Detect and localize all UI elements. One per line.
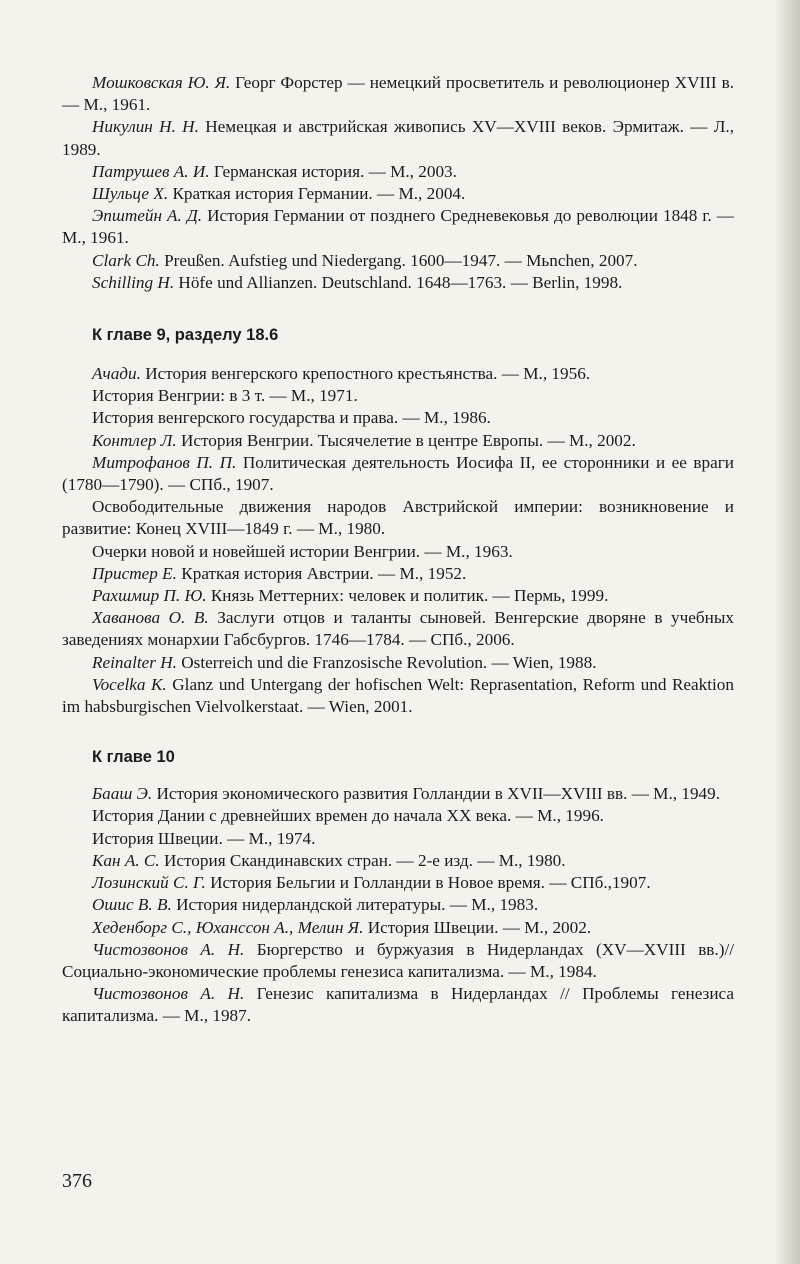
bibliography-entry (62, 983, 734, 1027)
bibliography-entry (62, 939, 734, 983)
page-spine-shadow (774, 0, 800, 1264)
bibliography-entry (62, 161, 734, 183)
entry-text: Краткая история Германии. — М., 2004. (168, 184, 466, 204)
entry-author: Кан А. С. (92, 850, 160, 870)
bibliography-entry (62, 850, 734, 872)
entry-author: Хаванова О. В. (92, 608, 209, 628)
bibliography-entry (62, 872, 734, 894)
bibliography-entry (62, 674, 734, 718)
entry-text: История Дании с древнейших времен до начала XX века. — М., 1996. (92, 806, 604, 826)
entry-text: История экономического развития Голландии в XVII—XVIII вв. — М., 1949. (152, 784, 721, 804)
entry-text: История Бельгии и Голландии в Новое время. — СПб.,1907. (205, 873, 651, 893)
bibliography-entry (62, 205, 734, 249)
entry-text: История венгерского крепостного крестьянства. — М., 1956. (140, 364, 591, 384)
bibliography-entry (62, 917, 734, 939)
entry-author: Vocelka K. (92, 674, 167, 694)
bibliography-entry (62, 828, 734, 850)
entry-author: Ачади. (92, 364, 141, 384)
entry-author: Контлер Л. (92, 430, 177, 450)
entry-author: Schilling H. (92, 272, 175, 292)
entry-text: История Швеции. — М., 1974. (92, 828, 316, 848)
entry-author: Чистозвонов А. Н. (92, 939, 245, 959)
entry-text: Заслуги отцов и таланты сыновей. Венгерские дворяне в учебных заведениях монархии Габсбургов. 1746—1784. — СПб., 2006. (62, 608, 734, 650)
entry-text: Политическая деятельность Иосифа II, ее сторонники и ее враги (1780—1790). — СПб., 1907. (62, 452, 734, 495)
entry-text: Германская история. — М., 2003. (209, 161, 457, 181)
bibliography-entry (62, 183, 734, 205)
entry-author: Эпштейн А. Д. (92, 206, 203, 226)
entry-author: Рахшмир П. Ю. (92, 586, 207, 606)
entry-author: Хеденборг С., Юханссон А., Мелин Я. (92, 917, 364, 937)
entry-author: Чистозвонов А. Н. (92, 984, 245, 1004)
entry-text: Очерки новой и новейшей истории Венгрии. — М., 1963. (92, 541, 513, 561)
bibliography-entry (62, 116, 734, 160)
bibliography-page (62, 72, 734, 1028)
entry-text: История Венгрии: в 3 т. — М., 1971. (92, 386, 358, 406)
entry-author: Reinalter H. (92, 652, 177, 672)
entry-text: История Скандинавских стран. — 2-е изд. — М., 1980. (159, 850, 566, 870)
entry-author: Бааш Э. (92, 784, 153, 804)
entry-author: Clark Ch. (92, 250, 160, 270)
bibliography-entry (62, 585, 734, 607)
entry-text: Preußen. Aufstieg und Niedergang. 1600—1947. — Mьnchen, 2007. (159, 250, 638, 270)
entry-author: Шульце Х. (92, 184, 169, 204)
bibliography-entry (62, 430, 734, 452)
bibliography-entry (62, 250, 734, 272)
entry-text: Георг Форстер — немецкий просветитель и революционер XVIII в. — М., 1961. (62, 73, 734, 115)
bibliography-entry (62, 563, 734, 585)
entry-text: История Швеции. — М., 2002. (363, 917, 592, 937)
bibliography-entry (62, 805, 734, 827)
bibliography-entry (62, 607, 734, 651)
section-heading-chapter-10: К главе 10 (92, 748, 175, 767)
bibliography-entry (62, 541, 734, 563)
entry-author: Пристер Е. (92, 563, 177, 583)
bibliography-entry (62, 363, 734, 385)
entry-text: История венгерского государства и права. — М., 1986. (92, 408, 491, 428)
entry-text: Генезис капитализма в Нидерландах // Проблемы генезиса капитализма. — М., 1987. (62, 984, 734, 1026)
page-number: 376 (62, 1170, 92, 1192)
bibliography-entry (62, 407, 734, 429)
bibliography-entry (62, 894, 734, 916)
entry-text: Höfe und Allianzen. Deutschland. 1648—1763. — Berlin, 1998. (174, 272, 623, 292)
bibliography-entry (62, 652, 734, 674)
bibliography-entry (62, 385, 734, 407)
entry-author: Патрушев А. И. (92, 161, 210, 181)
entry-author: Лозинский С. Г. (92, 873, 206, 893)
entry-author: Никулин Н. Н. (92, 117, 199, 137)
entry-author: Митрофанов П. П. (92, 452, 237, 472)
entry-author: Ошис В. В. (92, 895, 172, 915)
bibliography-entry (62, 452, 734, 496)
bibliography-entry (62, 496, 734, 540)
entry-author: Мошковская Ю. Я. (92, 73, 231, 92)
entry-text: Князь Меттерних: человек и политик. — Пермь, 1999. (206, 586, 609, 606)
entry-text: Немецкая и австрийская живопись XV—XVIII веков. Эрмитаж. — Л., 1989. (62, 117, 734, 159)
entry-text: История нидерландской литературы. — М., 1983. (171, 895, 539, 915)
bibliography-entry (62, 72, 734, 116)
entry-text: История Германии от позднего Средневековья до революции 1848 г. — М., 1961. (62, 206, 734, 248)
bibliography-section (62, 363, 734, 718)
bibliography-entry (62, 783, 734, 805)
entry-text: Краткая история Австрии. — М., 1952. (176, 563, 467, 583)
bibliography-section (62, 72, 734, 294)
entry-text: История Венгрии. Тысячелетие в центре Европы. — М., 2002. (176, 430, 636, 450)
entry-text: Osterreich und die Franzosische Revolution. — Wien, 1988. (176, 652, 597, 672)
bibliography-section (62, 783, 734, 1027)
entry-text: Освободительные движения народов Австрийской империи: возникновение и развитие: Конец XVIII—1849 г. — М., 1980. (62, 497, 734, 539)
section-heading-chapter-9: К главе 9, разделу 18.6 (92, 326, 279, 345)
entry-text: Glanz und Untergang der hofischen Welt: Reprasentation, Reform und Reaktion im habsburgischen Vielvolkerstaat. — Wien, 2001. (62, 674, 734, 717)
entry-text: Бюргерство и буржуазия в Нидерландах (XV—XVIII вв.)//Социально-экономические проблемы генезиса капитализма. — М., 1984. (62, 939, 734, 981)
bibliography-entry (62, 272, 734, 294)
